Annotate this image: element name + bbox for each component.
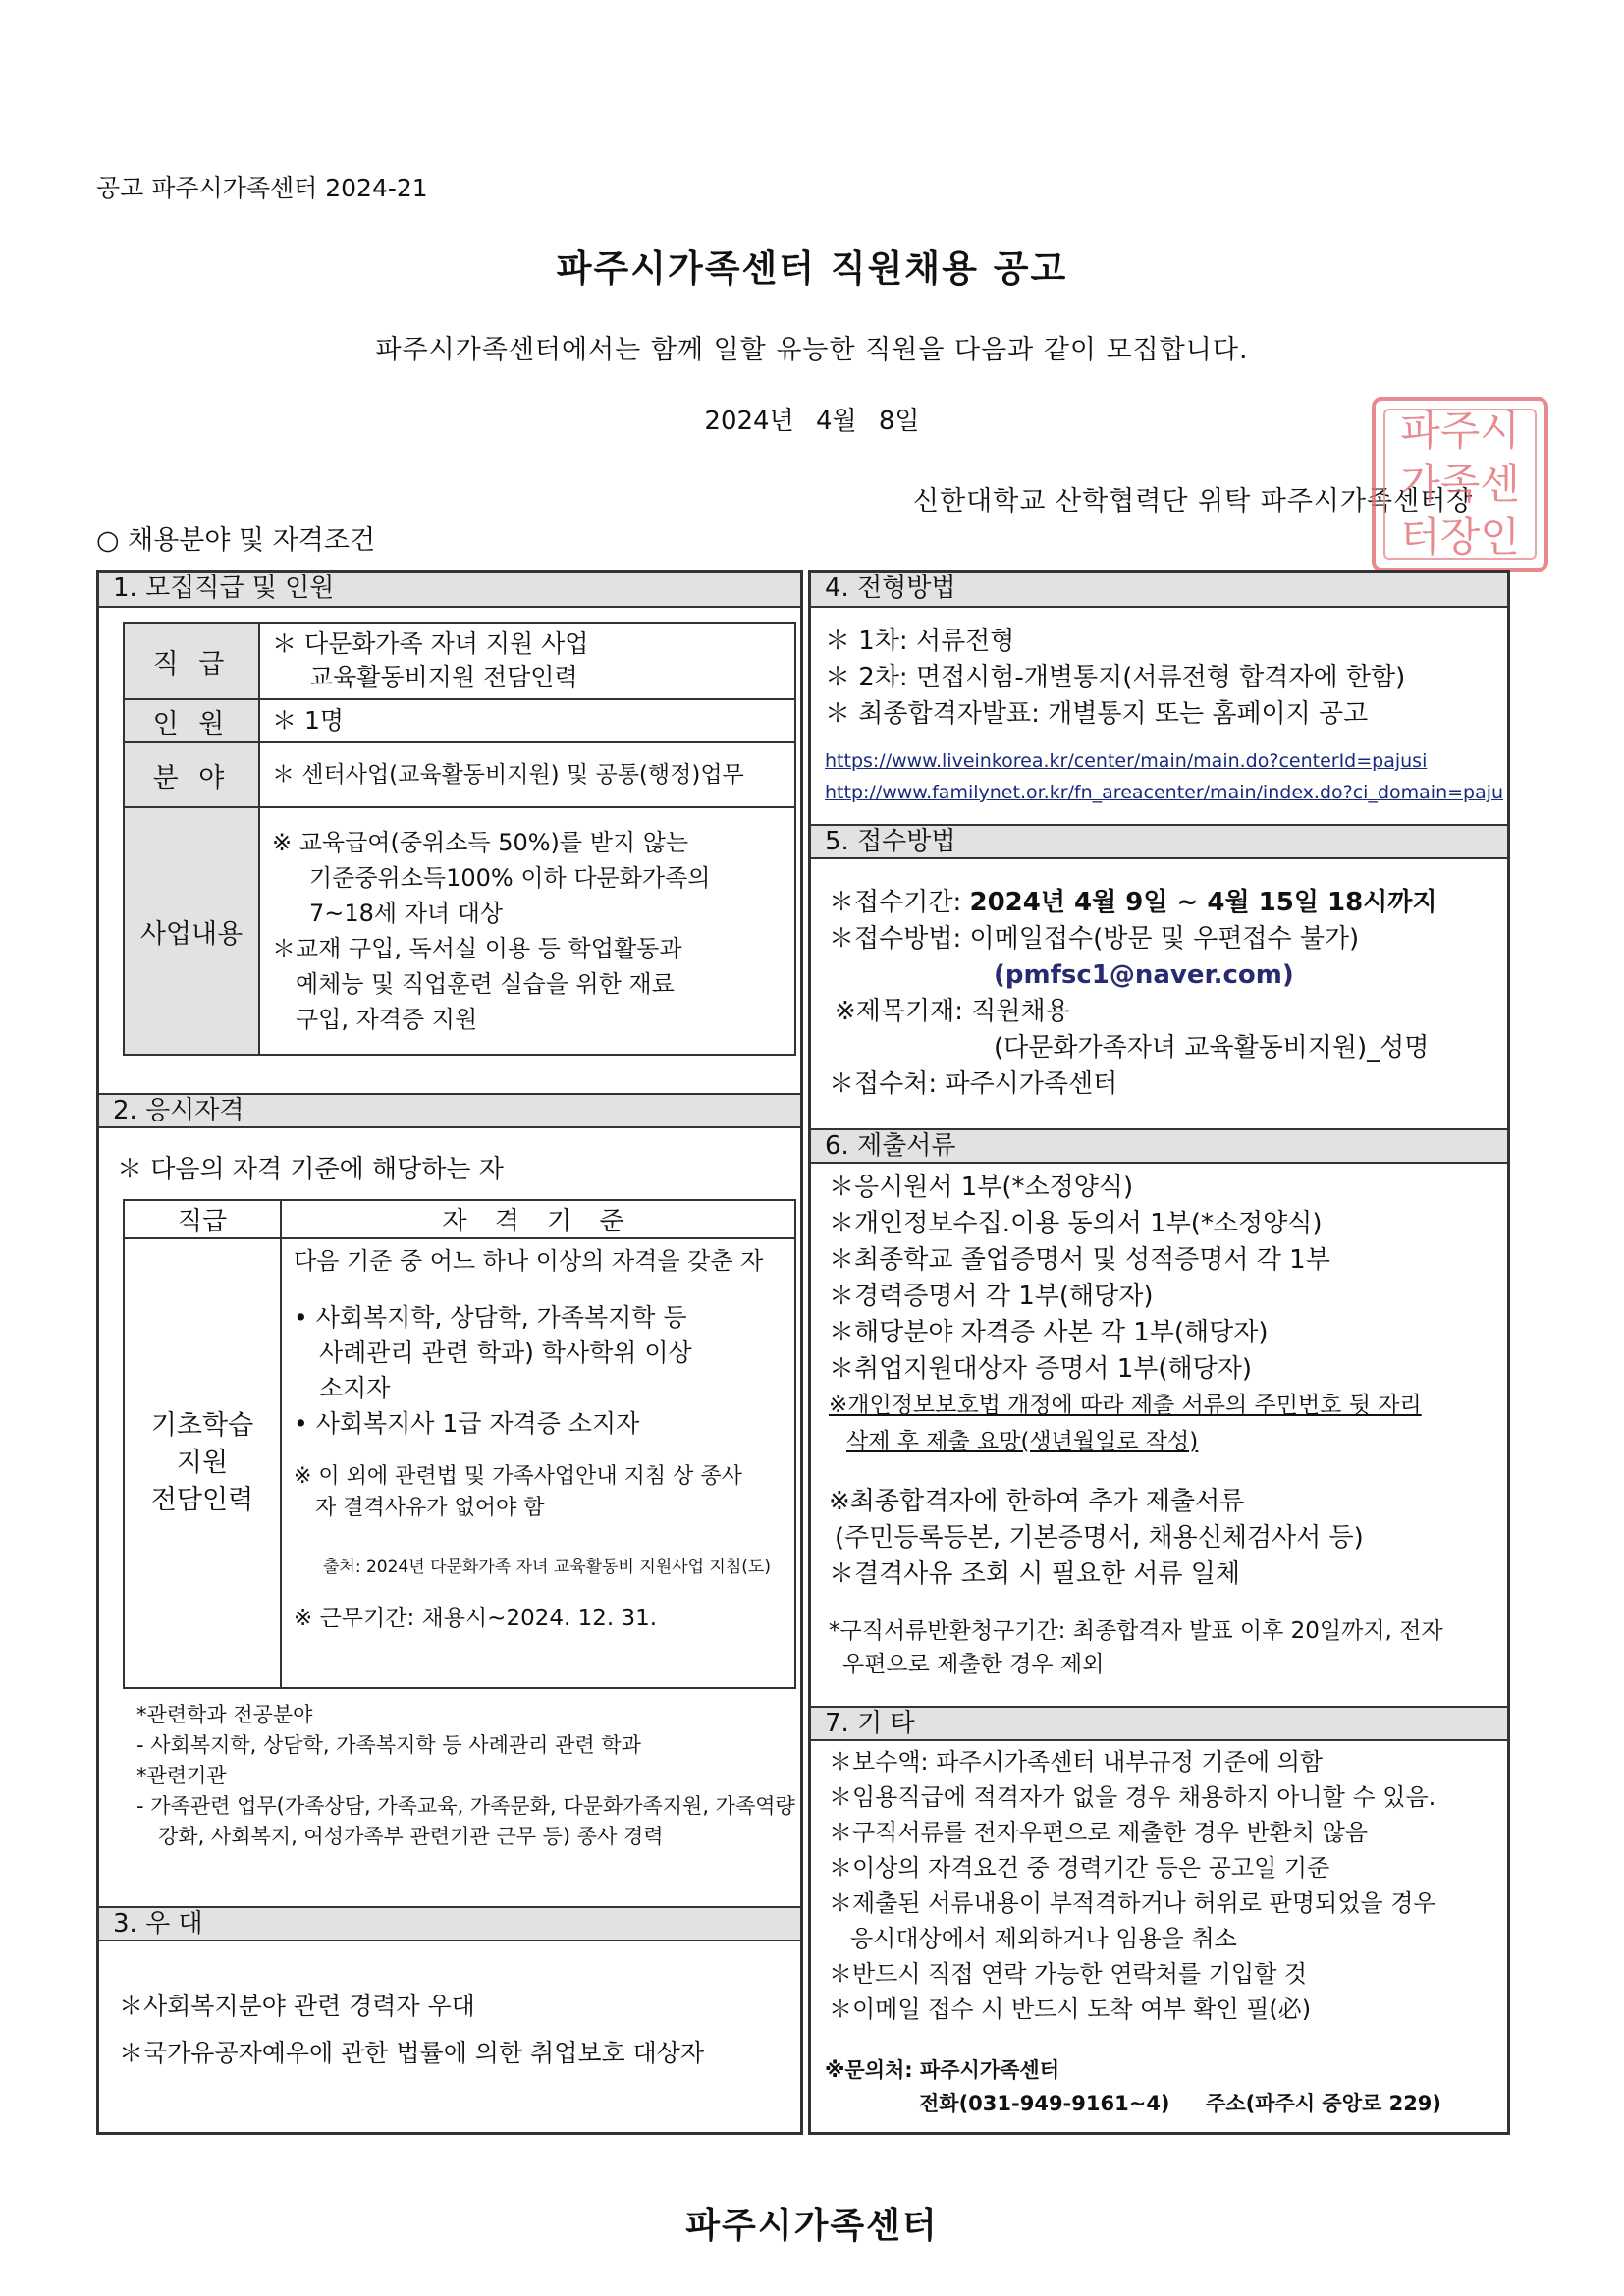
s2-title: 2. 응시자격 — [99, 1093, 800, 1128]
seal-text: 파주시가족센터장인 — [1383, 409, 1537, 560]
row-label: 사업내용 — [124, 807, 259, 1055]
s3-title: 3. 우 대 — [99, 1906, 800, 1941]
return-note: 우편으로 제출한 경우 제외 — [842, 1652, 1105, 1677]
s2-notes — [136, 1700, 795, 1852]
row-value — [259, 807, 795, 1055]
row-label: 분 야 — [124, 742, 259, 807]
col-rank: 직급 — [124, 1200, 281, 1238]
contact-label: ※문의처: 파주시가족센터 — [825, 2058, 1059, 2082]
criteria-line: • 사회복지학, 상담학, 가족복지학 등 — [294, 1303, 687, 1332]
rank-cell — [124, 1238, 281, 1688]
notice-date: 2024년 4월 8일 — [704, 407, 920, 436]
s4-title: 4. 전형방법 — [811, 573, 1507, 608]
criteria-line: 다음 기준 중 어느 하나 이상의 자격을 갖춘 자 — [294, 1247, 764, 1275]
other-item: ＊구직서류를 전자우편으로 제출한 경우 반환치 않음 — [829, 1819, 1369, 1846]
period-value: 2024년 4월 9일 ~ 4월 15일 18시까지 — [969, 888, 1437, 917]
note-line: *관련학과 전공분야 — [136, 1703, 313, 1726]
criteria-line: • 사회복지사 1급 자격증 소지자 — [294, 1409, 640, 1438]
apply-period — [829, 885, 1437, 921]
page-title: 파주시가족센터 직원채용 공고 — [556, 247, 1068, 290]
final-docs-extra: ＊결격사유 조회 시 필요한 서류 일체 — [829, 1559, 1240, 1589]
doc-item: ＊최종학교 졸업증명서 및 성적증명서 각 1부 — [829, 1245, 1330, 1275]
doc-item: ＊개인정보수집.이용 동의서 1부(*소정양식) — [829, 1209, 1323, 1238]
doc-item: ＊경력증명서 각 1부(해당자) — [829, 1282, 1154, 1311]
subject-format-detail: (다문화가족자녀 교육활동비지원)_성명 — [994, 1033, 1430, 1063]
doc-item: ＊응시원서 1부(*소정양식) — [829, 1173, 1134, 1202]
preference-item: ＊사회복지분야 관련 경력자 우대 — [119, 1992, 475, 2020]
section-heading: ○ 채용분야 및 자격조건 — [96, 525, 376, 556]
s4-list — [825, 624, 1405, 733]
homepage-link-2[interactable]: http://www.familynet.or.kr/fn_areacenter/main/index.do?ci_domain=paju — [825, 782, 1504, 803]
row-label: 인 원 — [124, 699, 259, 742]
row-value — [259, 623, 795, 699]
line: 예체능 및 직업훈련 실습을 위한 재료 — [296, 970, 675, 998]
rank-line: 지원 — [176, 1448, 229, 1478]
other-item: ＊보수액: 파주시가족센터 내부규정 기준에 의함 — [829, 1748, 1324, 1776]
row-label: 직 급 — [124, 623, 259, 699]
apply-email[interactable]: (pmfsc1@naver.com) — [994, 960, 1294, 990]
other-item: ＊이상의 자격요건 중 경력기간 등은 공고일 기준 — [829, 1854, 1330, 1882]
s6-list — [829, 1170, 1443, 1681]
s1-title: 1. 모집직급 및 인원 — [99, 573, 800, 608]
other-item: ＊제출된 서류내용이 부적격하거나 허위로 판명되었을 경우 — [829, 1889, 1436, 1917]
other-item: ＊반드시 직접 연락 가능한 연락처를 기입할 것 — [829, 1960, 1308, 1988]
row-value: ＊ 1명 — [259, 699, 795, 742]
contact — [825, 2053, 1441, 2120]
criteria-line: 소지자 — [319, 1374, 391, 1402]
final-docs-detail: (주민등록등본, 기본증명서, 채용신체검사서 등) — [835, 1523, 1364, 1553]
apply-method: ＊접수방법: 이메일접수(방문 및 우편접수 불가) — [829, 924, 1360, 954]
recruit-table — [123, 622, 796, 1056]
line: ＊ 다문화가족 자녀 지원 사업 — [272, 629, 589, 658]
s3-list — [119, 1983, 704, 2077]
line: ＊교재 구입, 독서실 이용 등 학업활동과 — [272, 935, 682, 962]
criteria-note: 자 결격사유가 없어야 함 — [315, 1496, 545, 1520]
period-label: ＊접수기간: — [829, 888, 970, 917]
line: 기준중위소득100% 이하 다문화가족의 — [309, 864, 711, 892]
other-item: ＊이메일 접수 시 반드시 도착 여부 확인 필(必) — [829, 1995, 1312, 2023]
rank-line: 전담인력 — [150, 1485, 254, 1515]
row-value: ＊ 센터사업(교육활동비지원) 및 공통(행정)업무 — [259, 742, 795, 807]
work-period: ※ 근무기간: 채용시~2024. 12. 31. — [294, 1606, 658, 1631]
privacy-note: 삭제 후 제출 요망(생년월일로 작성) — [846, 1429, 1199, 1454]
s7-title: 7. 기 타 — [811, 1706, 1507, 1741]
doc-item: ＊해당분야 자격증 사본 각 1부(해당자) — [829, 1318, 1269, 1347]
qualification-table — [123, 1199, 796, 1689]
issuer: 신한대학교 산학협력단 위탁 파주시가족센터장 — [913, 486, 1474, 517]
line: 구입, 자격증 지원 — [296, 1006, 478, 1033]
preference-item: ＊국가유공자예우에 관한 법률에 의한 취업보호 대상자 — [119, 2039, 705, 2067]
final-docs: ※최종합격자에 한하여 추가 제출서류 — [829, 1487, 1245, 1516]
official-seal — [1372, 397, 1548, 572]
intro-text: 파주시가족센터에서는 함께 일할 유능한 직원을 다음과 같이 모집합니다. — [375, 335, 1249, 365]
criteria-cell — [281, 1238, 795, 1688]
col-criteria: 자 격 기 준 — [281, 1200, 795, 1238]
notice-number: 공고 파주시가족센터 2024-21 — [96, 174, 428, 202]
return-note: *구직서류반환청구기간: 최종합격자 발표 이후 20일까지, 전자 — [829, 1618, 1443, 1644]
selection-item: ＊ 1차: 서류전형 — [825, 627, 1015, 656]
s4-links — [825, 745, 1503, 808]
rank-line: 기초학습 — [150, 1410, 254, 1441]
line: 교육활동비지원 전담인력 — [309, 663, 578, 691]
other-item: ＊임용직급에 적격자가 없을 경우 채용하지 아니할 수 있음. — [829, 1783, 1436, 1811]
selection-item: ＊ 2차: 면접시험-개별통지(서류전형 합격자에 한함) — [825, 663, 1406, 692]
note-line: *관련기관 — [136, 1764, 227, 1787]
note-line: 강화, 사회복지, 여성가족부 관련기관 근무 등) 종사 경력 — [158, 1825, 664, 1848]
s5-list — [829, 885, 1437, 1103]
line: ※ 교육급여(중위소득 50%)를 받지 않는 — [272, 829, 689, 856]
subject-format: ※제목기재: 직원채용 — [835, 997, 1070, 1026]
contact-detail: 전화(031-949-9161~4) 주소(파주시 중앙로 229) — [919, 2092, 1442, 2115]
doc-item: ＊취업지원대상자 증명서 1부(해당자) — [829, 1354, 1252, 1384]
left-column — [96, 570, 803, 2135]
s6-title: 6. 제출서류 — [811, 1128, 1507, 1164]
line: 7~18세 자녀 대상 — [309, 900, 504, 927]
s7-list — [829, 1744, 1436, 2027]
footer-org: 파주시가족센터 — [685, 2206, 939, 2246]
note-line: - 가족관련 업무(가족상담, 가족교육, 가족문화, 다문화가족지원, 가족역량 — [136, 1794, 795, 1818]
source-note: 출처: 2024년 다문화가족 자녀 교육활동비 지원사업 지침(도) — [323, 1558, 771, 1577]
other-item: 응시대상에서 제외하거나 임용을 취소 — [850, 1925, 1237, 1952]
criteria-line: 사례관리 관련 학과) 학사학위 이상 — [319, 1339, 692, 1367]
s5-title: 5. 접수방법 — [811, 824, 1507, 859]
privacy-note: ※개인정보보호법 개정에 따라 제출 서류의 주민번호 뒷 자리 — [829, 1393, 1422, 1418]
apply-place: ＊접수처: 파주시가족센터 — [829, 1069, 1118, 1099]
note-line: - 사회복지학, 상담학, 가족복지학 등 사례관리 관련 학과 — [136, 1733, 641, 1757]
selection-item: ＊ 최종합격자발표: 개별통지 또는 홈페이지 공고 — [825, 699, 1369, 729]
homepage-link-1[interactable]: https://www.liveinkorea.kr/center/main/main.do?centerId=pajusi — [825, 750, 1428, 772]
right-column — [808, 570, 1510, 2135]
criteria-note: ※ 이 외에 관련법 및 가족사업안내 지침 상 종사 — [294, 1464, 742, 1489]
s2-lead: ＊ 다음의 자격 기준에 해당하는 자 — [117, 1155, 504, 1184]
